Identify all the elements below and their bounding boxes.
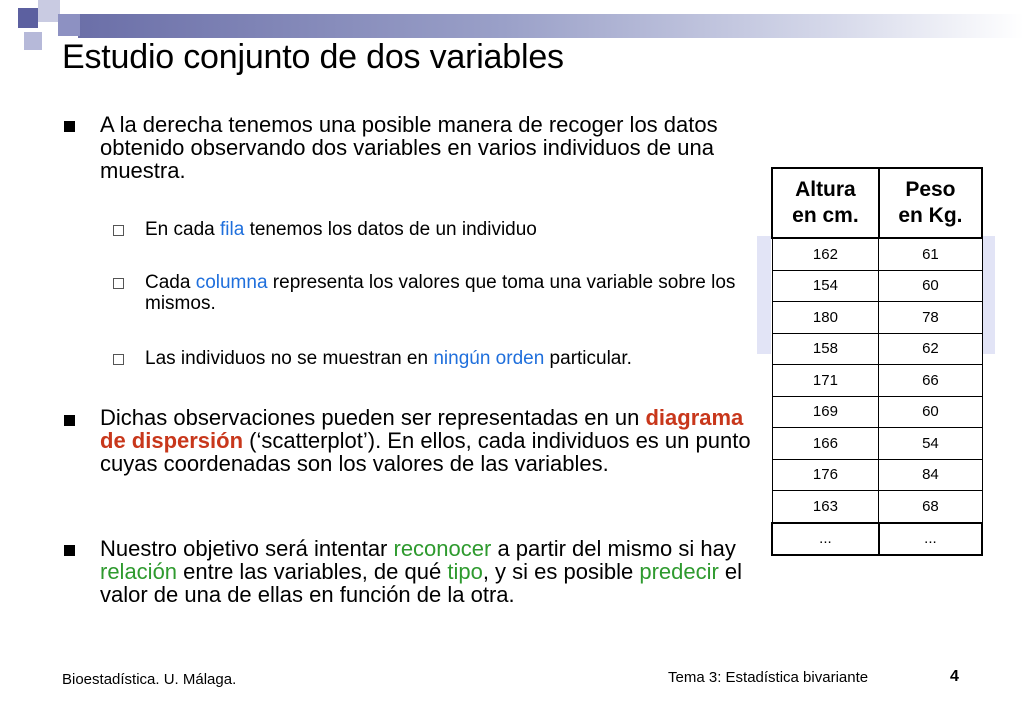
- header-square: [44, 24, 56, 36]
- table-cell: 84: [879, 459, 982, 491]
- table-cell: 61: [879, 238, 982, 270]
- sub-bullet-3-text: Las individuos no se muestran en ningún orden particular.: [145, 348, 632, 369]
- table-row: [772, 396, 982, 428]
- table-row: [772, 428, 982, 460]
- footer-institution: Bioestadística. U. Málaga.: [62, 671, 237, 688]
- sub-bullet-icon: [113, 278, 124, 289]
- sub-bullet-1-text: En cada fila tenemos los datos de un individuo: [145, 219, 537, 240]
- table-row: [772, 523, 982, 556]
- table-cell: ...: [879, 523, 982, 556]
- bullet-icon: [64, 545, 75, 556]
- sub-bullet-icon: [113, 354, 124, 365]
- table-cell: 78: [879, 302, 982, 334]
- table-cell: 54: [879, 428, 982, 460]
- table-row: [772, 365, 982, 397]
- column-header-peso: Peso en Kg.: [879, 168, 982, 238]
- table-row: [772, 491, 982, 523]
- table-row: [772, 238, 982, 270]
- bullet-2-text: Dichas observaciones pueden ser representadas en un diagrama de dispersión (‘scatterplot’). En ellos, cada individuos es un punto cuyas coordenadas son los valores de las variables.: [100, 405, 751, 476]
- table-cell: 62: [879, 333, 982, 365]
- table-cell: 180: [772, 302, 879, 334]
- table-cell: 60: [879, 270, 982, 302]
- bullet-icon: [64, 415, 75, 426]
- table-cell: 176: [772, 459, 879, 491]
- table-row: [772, 459, 982, 491]
- table-row: [772, 333, 982, 365]
- table-cell: 158: [772, 333, 879, 365]
- table-cell: 68: [879, 491, 982, 523]
- column-header-altura: Altura en cm.: [772, 168, 879, 238]
- table-header-row: [772, 168, 982, 238]
- bullet-3-text: Nuestro objetivo será intentar reconocer a partir del mismo si hay relación entre las variables, de qué tipo, y si es posible predecir el valor de una de ellas en función de la otra.: [100, 536, 743, 607]
- table-cell: 163: [772, 491, 879, 523]
- table-cell: 169: [772, 396, 879, 428]
- table-row: [772, 270, 982, 302]
- footer-topic: Tema 3: Estadística bivariante: [668, 669, 869, 686]
- header-square: [38, 0, 60, 22]
- header-square: [24, 32, 42, 50]
- sub-bullet-icon: [113, 225, 124, 236]
- page-number: 4: [950, 668, 959, 685]
- header-square: [18, 8, 38, 28]
- table-cell: 171: [772, 365, 879, 397]
- table-cell: ...: [772, 523, 879, 556]
- header-bar: [78, 14, 1024, 38]
- bullet-icon: [64, 121, 75, 132]
- bullet-1-text: A la derecha tenemos una posible manera de recoger los datos obtenido observando dos variables en varios individuos de una muestra.: [100, 112, 718, 183]
- sub-bullet-2-text: Cada columna representa los valores que toma una variable sobre los mismos.: [145, 272, 736, 314]
- header-square: [58, 14, 80, 36]
- table-cell: 60: [879, 396, 982, 428]
- slide-title: Estudio conjunto de dos variables: [62, 38, 564, 76]
- data-table: [771, 167, 983, 556]
- table-cell: 166: [772, 428, 879, 460]
- table-cell: 162: [772, 238, 879, 270]
- table-cell: 154: [772, 270, 879, 302]
- table-row: [772, 302, 982, 334]
- table-cell: 66: [879, 365, 982, 397]
